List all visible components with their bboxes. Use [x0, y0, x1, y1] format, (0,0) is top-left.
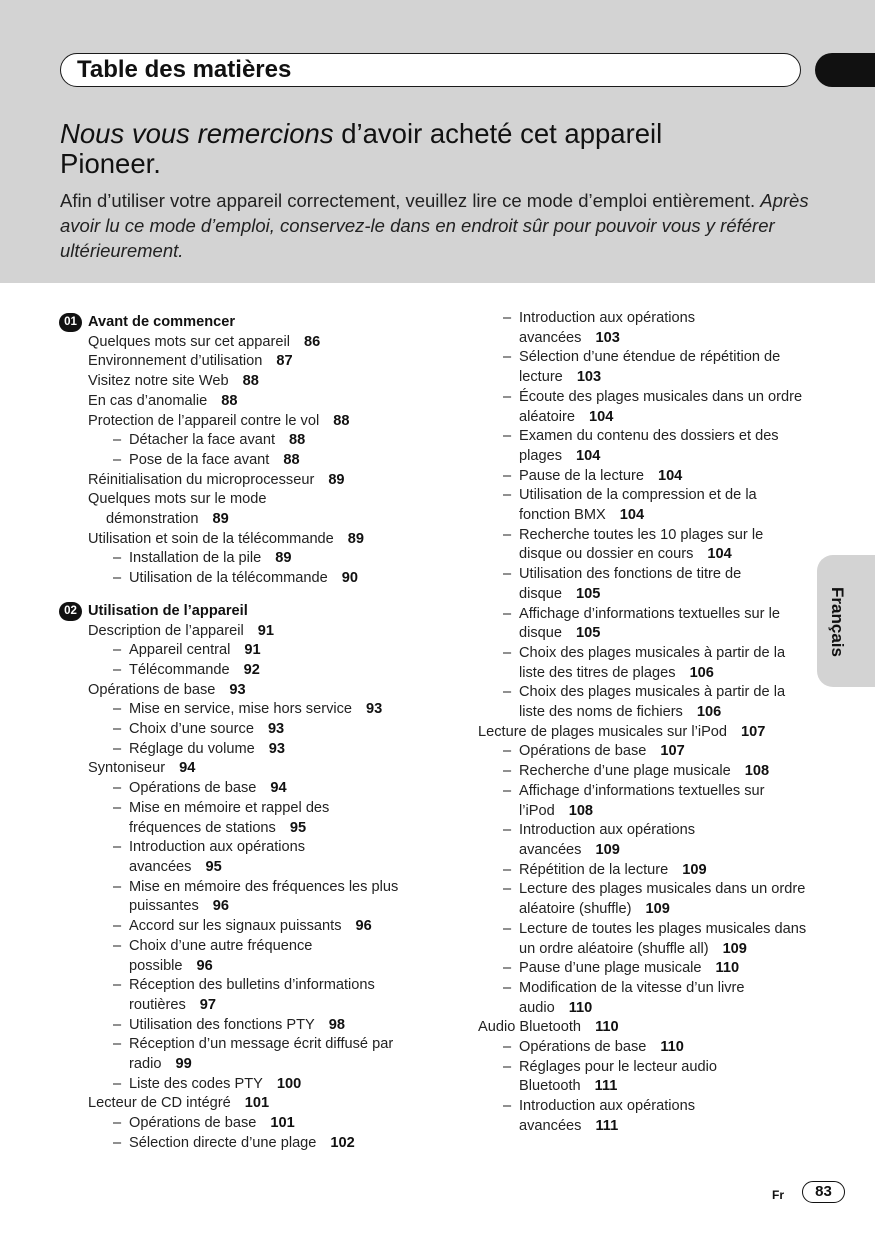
- toc-entry[interactable]: Lecture de plages musicales sur l’iPod 107: [478, 723, 766, 740]
- toc-subentry[interactable]: – Modification de la vitesse d’un livre audio 110: [503, 979, 745, 1016]
- toc-column-left: [64, 313, 418, 1154]
- toc-subentry[interactable]: – Introduction aux opérations avancées 111: [503, 1098, 696, 1134]
- toc-subentry[interactable]: – Utilisation des fonctions de titre de disque 105: [503, 566, 742, 602]
- toc-subentry[interactable]: – Choix des plages musicales à partir de la liste des noms de fichiers 106: [503, 684, 786, 721]
- toc-subentry[interactable]: – Réglage du volume 93: [113, 740, 285, 757]
- toc-subentry[interactable]: – Introduction aux opérations avancées 95: [113, 839, 306, 875]
- toc-subentry[interactable]: – Répétition de la lecture 109: [503, 861, 707, 878]
- toc-entry[interactable]: Syntoniseur 94: [88, 760, 196, 777]
- toc-subentry[interactable]: – Lecture de toutes les plages musicales dans un ordre aléatoire (shuffle all) 109: [503, 920, 807, 957]
- toc-subentry[interactable]: – Mise en mémoire et rappel des fréquences de stations 95: [113, 799, 330, 836]
- toc-subentry[interactable]: – Liste des codes PTY 100: [113, 1075, 302, 1092]
- toc-entry[interactable]: Environnement d’utilisation 87: [88, 353, 293, 370]
- toc-subentry[interactable]: – Pause d’une plage musicale 110: [503, 960, 740, 977]
- toc-subentry[interactable]: – Utilisation des fonctions PTY 98: [113, 1016, 345, 1033]
- toc-subentry[interactable]: – Sélection d’une étendue de répétition de lecture 103: [503, 349, 781, 386]
- toc-subentry[interactable]: – Installation de la pile 89: [113, 550, 292, 567]
- toc-subentry[interactable]: – Réglages pour le lecteur audio Bluetooth 111: [503, 1058, 717, 1095]
- toc-subentry[interactable]: – Opérations de base 101: [113, 1115, 295, 1132]
- toc-subentry[interactable]: – Écoute des plages musicales dans un ordre aléatoire 104: [503, 388, 803, 425]
- toc-subentry[interactable]: – Introduction aux opérations avancées 103: [503, 310, 696, 346]
- header-tab-marker: [815, 53, 875, 87]
- intro-heading-italic: Nous vous remercions: [60, 118, 334, 149]
- intro-text-italic: Après avoir lu ce mode d’emploi, conservez-le dans en endroit sûr pour pouvoir vous y référer ultérieurement.: [60, 190, 809, 261]
- toc-entry[interactable]: Description de l’appareil 91: [88, 622, 274, 639]
- intro-heading: [60, 119, 760, 179]
- toc-subentry[interactable]: – Opérations de base 107: [503, 743, 685, 760]
- toc-subentry[interactable]: – Pose de la face avant 88: [113, 451, 300, 468]
- toc-subentry[interactable]: – Choix d’une autre fréquence possible 96: [113, 937, 313, 974]
- page-number: 83: [802, 1181, 845, 1203]
- toc-entry[interactable]: Lecteur de CD intégré 101: [88, 1095, 270, 1112]
- intro-paragraph: [60, 188, 820, 263]
- toc-entry[interactable]: Réinitialisation du microprocesseur 89: [88, 471, 345, 488]
- language-label: Français: [828, 587, 847, 657]
- toc-entry[interactable]: Quelques mots sur le mode démonstration 89: [88, 491, 267, 528]
- toc-subentry[interactable]: – Réception des bulletins d’informations routières 97: [113, 977, 375, 1013]
- toc-subentry[interactable]: – Pause de la lecture 104: [503, 467, 683, 484]
- toc-subentry[interactable]: – Lecture des plages musicales dans un ordre aléatoire (shuffle) 109: [503, 881, 806, 918]
- toc-entry[interactable]: En cas d’anomalie 88: [88, 392, 238, 409]
- page-title: Table des matières: [77, 56, 292, 83]
- toc-subentry[interactable]: – Utilisation de la compression et de la fonction BMX 104: [503, 487, 757, 524]
- toc-subentry[interactable]: – Détacher la face avant 88: [113, 432, 306, 449]
- toc-subentry[interactable]: – Utilisation de la télécommande 90: [113, 570, 358, 587]
- toc-subentry[interactable]: – Recherche toutes les 10 plages sur le disque ou dossier en cours 104: [503, 526, 764, 563]
- toc-subentry[interactable]: – Mise en service, mise hors service 93: [113, 701, 383, 718]
- toc-subentry[interactable]: – Choix des plages musicales à partir de la liste des titres de plages 106: [503, 644, 786, 681]
- toc-subentry[interactable]: – Télécommande 92: [113, 661, 260, 678]
- toc-entry[interactable]: Visitez notre site Web 88: [88, 373, 259, 390]
- toc-entry[interactable]: Protection de l’appareil contre le vol 88: [88, 412, 350, 429]
- toc-entry[interactable]: Audio Bluetooth 110: [478, 1019, 619, 1036]
- section-number-badge: 02: [59, 602, 82, 621]
- section-heading: [64, 602, 418, 622]
- toc-subentry[interactable]: – Opérations de base 94: [113, 780, 287, 797]
- section-heading: [64, 313, 418, 333]
- toc-subentry[interactable]: – Choix d’une source 93: [113, 721, 285, 738]
- section-number-badge: 01: [59, 313, 82, 332]
- section-title[interactable]: Avant de commencer: [88, 314, 236, 330]
- toc-column-right: [478, 309, 808, 1137]
- toc-subentry[interactable]: – Opérations de base 110: [503, 1039, 684, 1056]
- toc-entry[interactable]: Utilisation et soin de la télécommande 89: [88, 530, 365, 547]
- intro-heading-rest: d’avoir acheté cet appareil Pioneer.: [60, 118, 663, 179]
- toc-subentry[interactable]: – Mise en mémoire des fréquences les plus puissantes 96: [113, 878, 399, 915]
- toc-subentry[interactable]: – Sélection directe d’une plage 102: [113, 1134, 355, 1151]
- toc-subentry[interactable]: – Introduction aux opérations avancées 109: [503, 822, 696, 858]
- toc-subentry[interactable]: – Appareil central 91: [113, 642, 261, 659]
- toc-entry[interactable]: Opérations de base 93: [88, 681, 246, 698]
- page-title-bar: [60, 53, 801, 87]
- toc-subentry[interactable]: – Accord sur les signaux puissants 96: [113, 918, 372, 935]
- toc-subentry[interactable]: – Recherche d’une plage musicale 108: [503, 763, 770, 780]
- toc-subentry[interactable]: – Affichage d’informations textuelles sur le disque 105: [503, 605, 780, 642]
- toc-subentry[interactable]: – Examen du contenu des dossiers et des plages 104: [503, 428, 779, 464]
- intro-text-plain: Afin d’utiliser votre appareil correctement, veuillez lire ce mode d’emploi entièrement.: [60, 190, 761, 211]
- section-title[interactable]: Utilisation de l’appareil: [88, 602, 248, 619]
- toc-subentry[interactable]: – Réception d’un message écrit diffusé par radio 99: [113, 1036, 394, 1073]
- toc-entry[interactable]: Quelques mots sur cet appareil 86: [88, 333, 321, 350]
- toc-subentry[interactable]: – Affichage d’informations textuelles sur l’iPod 108: [503, 782, 765, 819]
- footer-language-code: Fr: [772, 1188, 784, 1202]
